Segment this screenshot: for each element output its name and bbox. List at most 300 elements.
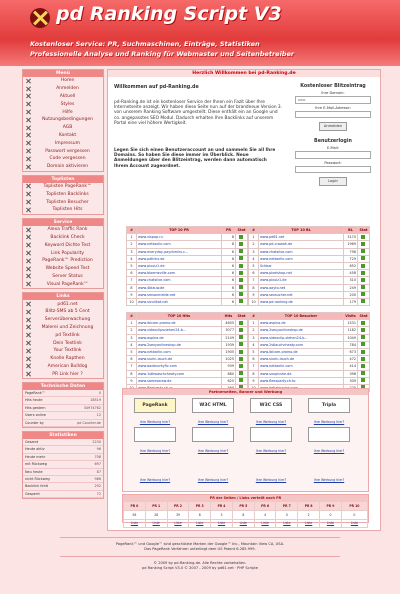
stats-icon[interactable] — [239, 378, 243, 382]
stats-value: 72 — [96, 491, 101, 496]
table-row — [127, 334, 248, 341]
table-link-cell[interactable]: www.sivuilkat.net — [137, 298, 222, 305]
stats-icon[interactable] — [239, 242, 243, 246]
table-cell[interactable] — [236, 356, 248, 363]
service-item[interactable] — [23, 265, 103, 273]
ad-cell — [126, 427, 184, 453]
stats-icon[interactable] — [361, 335, 365, 339]
stats-icon[interactable] — [361, 357, 365, 361]
stats-icon[interactable] — [239, 249, 243, 253]
table-header-cell: Stat — [236, 227, 248, 234]
table-cell[interactable] — [358, 341, 370, 348]
pr-list-link[interactable]: Liste — [276, 519, 298, 528]
pr-list-link[interactable]: Liste — [232, 519, 254, 528]
stats-row — [23, 483, 103, 490]
top-table — [126, 312, 248, 392]
pr-stats-cell: 0 — [320, 510, 342, 519]
table-cell[interactable] — [358, 348, 370, 355]
table-link-cell[interactable]: www.netbarlin.com — [137, 348, 222, 355]
stats-icon[interactable] — [239, 292, 243, 296]
toplisten-title: Toplisten — [23, 176, 103, 183]
service-item[interactable] — [23, 241, 103, 249]
table-cell: 4 — [127, 255, 137, 262]
links-item[interactable] — [23, 308, 103, 316]
ad-banner-image[interactable] — [308, 427, 350, 442]
table-row — [127, 270, 248, 277]
stats-icon[interactable] — [361, 285, 365, 289]
links-item[interactable] — [23, 331, 103, 339]
pr-stats-table — [123, 501, 368, 528]
table-cell[interactable] — [358, 284, 370, 291]
table-cell: 249 — [344, 284, 358, 291]
stats-value: 12 — [96, 413, 101, 418]
stats-key: Hits heute — [25, 398, 43, 403]
toplisten-item-label: Toplisten Besucher — [46, 199, 89, 205]
table-row — [249, 298, 370, 305]
stats-icon[interactable] — [239, 285, 243, 289]
table-link-cell[interactable]: www.everyday-paychecks.c... — [137, 248, 222, 255]
stats-icon[interactable] — [361, 235, 365, 239]
menu-item[interactable] — [23, 163, 103, 171]
table-link-cell[interactable]: www.4blauw.de — [137, 284, 222, 291]
service-list — [23, 226, 103, 288]
service-item-label: Website Speed Test — [45, 266, 90, 272]
table-cell: 309 — [344, 377, 358, 384]
table-row — [127, 248, 248, 255]
service-item[interactable] — [23, 257, 103, 265]
pr-stats-cell: PR 10 — [341, 502, 367, 511]
table-link-cell[interactable]: www.somesoraw.de — [137, 377, 222, 384]
table-link-cell[interactable]: www.ibicom.promo.de — [259, 348, 344, 355]
ad-link[interactable]: Ihre Werbung hier? — [255, 420, 287, 424]
ad-link[interactable]: Ihre Werbung hier? — [255, 478, 287, 482]
footer-line-2: Das PageRank Verfahren unterliegt dem US Patent 6.285.999. — [144, 547, 256, 551]
menu-item[interactable] — [23, 147, 103, 155]
stats-icon[interactable] — [361, 378, 365, 382]
table-link-cell[interactable]: www.videoclipsziehen24-b... — [137, 327, 222, 334]
stats-box — [22, 431, 104, 499]
service-item-label: Visual PageRank™ — [46, 281, 89, 287]
toplisten-item[interactable] — [23, 190, 103, 198]
table-link-cell[interactable]: www.chatslive.com — [137, 277, 222, 284]
pr-stats-cell: PR 0 — [124, 502, 146, 511]
table-cell[interactable] — [236, 298, 248, 305]
table-link-cell[interactable]: www.sexsucher.net — [259, 291, 344, 298]
menu-item[interactable] — [23, 124, 103, 132]
table-link-cell[interactable]: www.siurin-lauch.de — [259, 356, 344, 363]
blitz-domain-input[interactable] — [295, 96, 371, 104]
x-bullet-icon — [25, 141, 32, 145]
pr-list-link[interactable]: Liste — [254, 519, 276, 528]
table-cell: 6 — [222, 255, 236, 262]
menu-item[interactable] — [23, 93, 103, 101]
stats-row — [23, 420, 103, 427]
table-cell: 9 — [249, 377, 259, 384]
table-link-cell[interactable]: www.pd-crawah.de — [259, 241, 344, 248]
table-cell[interactable] — [236, 270, 248, 277]
service-item[interactable] — [23, 273, 103, 281]
table-link-cell[interactable]: www.bloemeville.com — [137, 270, 222, 277]
stats-icon[interactable] — [239, 299, 243, 303]
table-header-cell: TOP 10 BL — [259, 227, 344, 234]
table-cell[interactable] — [358, 377, 370, 384]
stats-icon[interactable] — [239, 256, 243, 260]
table-cell: 6 — [249, 356, 259, 363]
stats-icon[interactable] — [361, 249, 365, 253]
table-row — [127, 298, 248, 305]
table-cell: 8 — [222, 234, 236, 241]
table-cell[interactable] — [236, 234, 248, 241]
stats-icon[interactable] — [239, 264, 243, 268]
ad-banner-image[interactable] — [250, 427, 292, 442]
links-item[interactable] — [23, 363, 103, 371]
table-cell: 625 — [222, 377, 236, 384]
table-link-cell[interactable]: www.netbarlin.com — [259, 363, 344, 370]
table-row — [249, 363, 370, 370]
service-item-label: PageRank™ Prediction — [42, 258, 93, 264]
pr-stats-links-row — [124, 519, 368, 528]
table-cell[interactable] — [236, 262, 248, 269]
table-link-cell[interactable]: www.pixulz1.de — [137, 262, 222, 269]
table-row — [249, 255, 370, 262]
ad-link[interactable]: Ihre Werbung hier? — [139, 420, 171, 424]
menu-item-label: Styles — [60, 101, 75, 107]
table-cell[interactable] — [236, 363, 248, 370]
login-password-input[interactable] — [295, 166, 371, 174]
table-cell: 1531 — [344, 320, 358, 327]
menu-item-label: Hilfe — [62, 109, 73, 115]
stats-icon[interactable] — [361, 278, 365, 282]
table-link-cell[interactable]: www.pixulz1.de — [259, 277, 344, 284]
table-cell: 939 — [222, 363, 236, 370]
slogan-line-2: Professionelle Analyse und Ranking für Webmaster und Seitenbetreiber — [30, 50, 295, 58]
table-cell[interactable] — [236, 377, 248, 384]
stats-icon[interactable] — [361, 271, 365, 275]
stats-value: 2230 — [92, 440, 101, 445]
blitz-submit-button[interactable]: Anmelden — [319, 122, 347, 131]
links-item[interactable] — [23, 324, 103, 332]
table-cell[interactable] — [358, 327, 370, 334]
table-link-cell[interactable]: www.netbarlin.com — [137, 241, 222, 248]
service-item[interactable] — [23, 234, 103, 242]
table-cell[interactable] — [358, 248, 370, 255]
x-bullet-icon — [25, 126, 32, 130]
links-item[interactable] — [23, 355, 103, 363]
stats-icon[interactable] — [239, 328, 243, 332]
ad-banner-image[interactable]: Tripla — [308, 398, 350, 413]
ad-link[interactable]: Ihre Werbung hier? — [313, 449, 345, 453]
menu-item[interactable] — [23, 155, 103, 163]
stats-icon[interactable] — [239, 321, 243, 325]
menu-item[interactable] — [23, 108, 103, 116]
ad-cell — [300, 398, 358, 424]
x-bullet-icon — [25, 157, 32, 161]
table-cell[interactable] — [358, 277, 370, 284]
table-link-cell[interactable]: www.videoclip-ziehen24-b... — [259, 334, 344, 341]
x-bullet-icon — [25, 118, 32, 122]
service-item[interactable] — [23, 249, 103, 257]
menu-box — [22, 69, 104, 172]
service-item-label: Keyword Dichte Test — [44, 242, 91, 248]
table-link-cell[interactable]: www.1stkwaschcheaty.com — [137, 370, 222, 377]
welcome-bar: Herzlich Willkommen bei pd-Ranking.de — [108, 70, 380, 77]
stats-icon[interactable] — [361, 299, 365, 303]
table-cell: 2 — [127, 327, 137, 334]
table-cell[interactable] — [236, 284, 248, 291]
stats-icon[interactable] — [239, 357, 243, 361]
pr-list-link[interactable]: Liste — [124, 519, 146, 528]
stats-icon[interactable] — [361, 342, 365, 346]
stats-title: Statistiken — [23, 432, 103, 439]
menu-item[interactable] — [23, 100, 103, 108]
table-cell: 1939 — [222, 341, 236, 348]
toplisten-item[interactable] — [23, 198, 103, 206]
table-cell[interactable] — [236, 255, 248, 262]
stats-icon[interactable] — [361, 364, 365, 368]
stats-key: Neu heute — [25, 469, 43, 474]
menu-item[interactable] — [23, 139, 103, 147]
blitz-email-input[interactable] — [295, 111, 371, 119]
login-email-input[interactable] — [295, 151, 371, 159]
table-link-cell[interactable]: www.netbarlin.com — [259, 255, 344, 262]
ad-banner-image[interactable]: W3C HTML — [192, 398, 234, 413]
pr-list-link[interactable]: Liste — [145, 519, 167, 528]
ad-link[interactable]: Ihre Werbung hier? — [197, 478, 229, 482]
x-bullet-icon — [25, 94, 32, 98]
table-cell: 798 — [344, 248, 358, 255]
pr-list-link[interactable]: Liste — [167, 519, 189, 528]
stats-icon[interactable] — [361, 292, 365, 296]
table-cell[interactable] — [236, 341, 248, 348]
stats-icon[interactable] — [361, 371, 365, 375]
table-cell[interactable] — [236, 327, 248, 334]
menu-item[interactable] — [23, 116, 103, 124]
stats-icon[interactable] — [361, 350, 365, 354]
table-cell[interactable] — [358, 234, 370, 241]
table-row — [249, 277, 370, 284]
table-cell[interactable] — [236, 334, 248, 341]
table-cell: 7 — [127, 363, 137, 370]
stats-icon[interactable] — [239, 364, 243, 368]
table-row — [127, 348, 248, 355]
ad-link[interactable]: Ihre Werbung hier? — [197, 420, 229, 424]
links-item-label: pd61.net — [57, 301, 78, 307]
table-link-cell[interactable]: www.pd-ranking.de — [259, 298, 344, 305]
ad-link[interactable]: Ihre Werbung hier? — [139, 449, 171, 453]
menu-item[interactable] — [23, 85, 103, 93]
table-cell: 1025 — [222, 356, 236, 363]
table-cell[interactable] — [236, 320, 248, 327]
table-link-cell[interactable]: www.2stlauchcheaty.com — [259, 341, 344, 348]
table-link-cell[interactable]: www.aspina.de — [259, 320, 344, 327]
table-cell: 3170 — [344, 234, 358, 241]
stats-key: Heute mehr — [25, 454, 46, 459]
table-link-cell[interactable]: www.2sexyonlineshop.de — [259, 327, 344, 334]
table-cell: 10 — [249, 298, 259, 305]
table-cell: 8 — [127, 370, 137, 377]
table-link-cell[interactable]: www.chatslive.com — [259, 248, 344, 255]
toplisten-item[interactable] — [23, 183, 103, 191]
ad-cell — [300, 456, 358, 482]
welcome-bold-text: Legen Sie sich einen Benutzeraccount an und sammeln Sie all Ihre Domains. So haben Sie diese immer im Überblick. Neue Anmeldungen über den Blitzeintrag, werden dann automatisch Ihrem Account zugeordnet. — [114, 148, 276, 169]
table-link-cell[interactable]: www.aspina.de — [137, 334, 222, 341]
service-item[interactable] — [23, 226, 103, 234]
x-bullet-icon — [25, 208, 32, 212]
ad-banner-image[interactable] — [134, 427, 176, 442]
table-row — [127, 284, 248, 291]
table-cell[interactable] — [236, 348, 248, 355]
table-header-cell: BL — [344, 227, 358, 234]
stats-icon[interactable] — [239, 342, 243, 346]
table-header-cell: Stat — [358, 227, 370, 234]
login-button[interactable]: Login — [319, 177, 347, 186]
table-cell[interactable] — [236, 277, 248, 284]
menu-item-label: Home — [60, 78, 75, 84]
table-link-cell[interactable]: www.2sexyonlineshop.de — [137, 341, 222, 348]
table-cell: 7 — [127, 277, 137, 284]
pr-list-link[interactable]: Liste — [320, 519, 342, 528]
pr-stats-cell: 0 — [341, 510, 367, 519]
table-link-cell[interactable]: www.smsanmelde.net — [137, 291, 222, 298]
menu-item-label: Nutzungsbedingungen — [42, 117, 93, 123]
stats-key: Hits gestern — [25, 405, 46, 410]
table-cell[interactable] — [358, 255, 370, 262]
menu-item[interactable] — [23, 132, 103, 140]
stats-icon[interactable] — [361, 328, 365, 332]
ad-link[interactable]: Ihre Werbung hier? — [139, 478, 171, 482]
stats-icon[interactable] — [361, 256, 365, 260]
x-bullet-icon — [25, 282, 32, 286]
stats-icon[interactable] — [361, 321, 365, 325]
ad-link[interactable]: Ihre Werbung hier? — [255, 449, 287, 453]
table-cell: 4 — [249, 341, 259, 348]
stats-row — [23, 454, 103, 461]
table-link-cell[interactable]: Schbar — [259, 262, 344, 269]
links-item[interactable] — [23, 370, 103, 378]
stats-row — [23, 412, 103, 419]
stats-icon[interactable] — [239, 371, 243, 375]
table-cell: 9 — [249, 291, 259, 298]
table-link-cell[interactable]: www.fleexparty.ch.to — [259, 377, 344, 384]
table-link-cell[interactable]: www.pixelshop.net — [259, 270, 344, 277]
service-item[interactable] — [23, 280, 103, 288]
table-link-cell[interactable]: www.pdlinks.de — [137, 255, 222, 262]
ad-banner-image[interactable]: W3C CSS — [250, 398, 292, 413]
table-cell: 6 — [222, 248, 236, 255]
stats-row — [23, 446, 103, 453]
menu-item-label: Kontakt — [58, 132, 77, 138]
table-cell[interactable] — [236, 291, 248, 298]
pr-list-link[interactable]: Liste — [189, 519, 211, 528]
x-bullet-icon — [25, 333, 32, 337]
toplisten-item[interactable] — [23, 206, 103, 214]
table-cell: 2 — [249, 241, 259, 248]
links-item[interactable] — [23, 347, 103, 355]
ad-banner-image[interactable] — [192, 427, 234, 442]
table-cell[interactable] — [358, 270, 370, 277]
ad-link[interactable]: Ihre Werbung hier? — [313, 478, 345, 482]
links-item[interactable] — [23, 316, 103, 324]
ad-link[interactable]: Ihre Werbung hier? — [197, 449, 229, 453]
table-cell[interactable] — [358, 363, 370, 370]
menu-item[interactable] — [23, 77, 103, 85]
stats-icon[interactable] — [239, 271, 243, 275]
table-cell[interactable] — [358, 334, 370, 341]
table-link-cell[interactable]: www.pd61.net — [259, 234, 344, 241]
stats-icon[interactable] — [239, 350, 243, 354]
stats-value: 18519 — [90, 398, 101, 403]
stats-key: Heute aktiv — [25, 447, 45, 452]
stats-row — [23, 491, 103, 498]
table-link-cell[interactable]: www.vispop.ru — [137, 234, 222, 241]
pr-stats-cell: PR 8 — [298, 502, 320, 511]
links-item-label: Blitz-SMS ab 5 Cent — [45, 309, 90, 315]
ad-banner-image[interactable]: PageRank — [134, 398, 176, 413]
table-cell: 4605 — [222, 320, 236, 327]
links-item[interactable] — [23, 339, 103, 347]
pr-stats-cell: PR 3 — [189, 502, 211, 511]
table-cell[interactable] — [358, 241, 370, 248]
table-cell: 310 — [344, 277, 358, 284]
stats-icon[interactable] — [361, 242, 365, 246]
stats-key: nicht Rückweg — [25, 477, 50, 481]
table-cell[interactable] — [236, 370, 248, 377]
stats-icon[interactable] — [361, 264, 365, 268]
logo-icon[interactable] — [30, 8, 50, 28]
links-item[interactable] — [23, 300, 103, 308]
stats-icon[interactable] — [239, 235, 243, 239]
table-row — [249, 341, 370, 348]
table-cell[interactable] — [236, 248, 248, 255]
stats-icon[interactable] — [239, 335, 243, 339]
table-cell[interactable] — [358, 298, 370, 305]
table-cell[interactable] — [358, 320, 370, 327]
table-cell: 9 — [127, 377, 137, 384]
pr-list-link[interactable]: Liste — [298, 519, 320, 528]
table-header-cell: TOP 10 PR — [137, 227, 222, 234]
table-cell[interactable] — [358, 262, 370, 269]
table-cell: 1969 — [344, 241, 358, 248]
x-bullet-icon — [25, 357, 32, 361]
table-cell: 5 — [127, 348, 137, 355]
table-cell[interactable] — [358, 356, 370, 363]
table-link-cell[interactable]: www.siurin-lauch.de — [137, 356, 222, 363]
table-cell[interactable] — [358, 291, 370, 298]
table-cell[interactable] — [358, 370, 370, 377]
table-link-cell[interactable]: www.ibicom.promo.de — [137, 320, 222, 327]
table-link-cell[interactable]: www.aayto.net — [259, 284, 344, 291]
stats-icon[interactable] — [239, 278, 243, 282]
table-header-cell: # — [249, 313, 259, 320]
table-link-cell[interactable]: www.sunpicshe.de — [259, 370, 344, 377]
pr-list-link[interactable]: Liste — [211, 519, 233, 528]
table-row — [127, 327, 248, 334]
table-cell: 784 — [344, 341, 358, 348]
table-cell[interactable] — [236, 241, 248, 248]
table-row — [127, 262, 248, 269]
table-row — [127, 291, 248, 298]
ad-link[interactable]: Ihre Werbung hier? — [313, 420, 345, 424]
stats-key: Users online — [25, 413, 46, 418]
pr-list-link[interactable]: Liste — [341, 519, 367, 528]
ad-cell — [242, 427, 300, 453]
table-header-cell: # — [127, 313, 137, 320]
table-cell: 3 — [249, 248, 259, 255]
table-cell: 10 — [127, 298, 137, 305]
ads-box — [122, 388, 369, 492]
table-link-cell[interactable]: www.badecorkyflz.com — [137, 363, 222, 370]
welcome-heading: Willkommen auf pd-Ranking.de — [114, 85, 199, 90]
